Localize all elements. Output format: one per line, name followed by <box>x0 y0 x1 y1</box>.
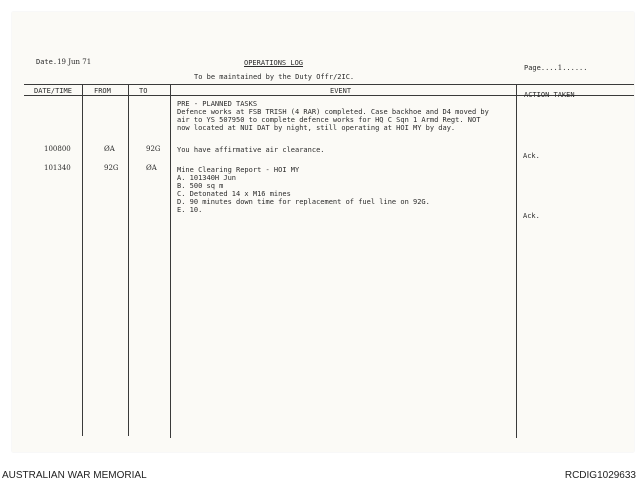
footer-source: AUSTRALIAN WAR MEMORIAL <box>2 470 147 481</box>
table-top-rule <box>24 84 634 85</box>
entry-action: Ack. <box>523 152 540 160</box>
entry-from: ØA <box>104 145 115 153</box>
column-header-datetime: DATE/TIME <box>34 87 72 95</box>
entry-event-line: B. 500 sq m <box>177 182 224 190</box>
log-subtitle: To be maintained by the Duty Offr/2IC. <box>194 73 355 81</box>
column-header-to: TO <box>139 87 148 95</box>
entry-to: 92G <box>146 145 161 153</box>
log-title: OPERATIONS LOG <box>244 59 304 67</box>
entry-event-line: E. 10. <box>177 206 203 214</box>
pre-planned-heading: PRE - PLANNED TASKS <box>177 100 258 108</box>
column-divider <box>128 84 129 436</box>
column-header-event: EVENT <box>330 87 352 95</box>
column-header-from: FROM <box>94 87 111 95</box>
pre-planned-line: Defence works at FSB TRISH (4 RAR) completed. Case backhoe and D4 moved by <box>177 108 489 116</box>
entry-time: 101340 <box>44 164 71 172</box>
page-label: Page....1...... <box>524 64 588 72</box>
entry-event-line: Mine Clearing Report - HOI MY <box>177 166 300 174</box>
date-label: Date.19 Jun 71 <box>36 58 92 66</box>
pre-planned-line: air to YS 507950 to complete defence works for HQ C Sqn 1 Armd Regt. NOT <box>177 116 481 124</box>
entry-event-line: C. Detonated 14 x M16 mines <box>177 190 291 198</box>
footer-id: RCDIG1029633 <box>564 470 636 481</box>
pre-planned-line: now located at NUI DAT by night, still operating at HOI MY by day. <box>177 124 456 132</box>
column-divider <box>82 84 83 436</box>
entry-to: ØA <box>146 164 157 172</box>
date-value: 19 Jun 71 <box>57 58 92 66</box>
column-divider <box>516 84 517 438</box>
page-number: 1 <box>557 64 563 72</box>
entry-time: 100800 <box>44 145 71 153</box>
column-divider <box>170 84 171 438</box>
entry-action: Ack. <box>523 212 540 220</box>
entry-event-line: You have affirmative air clearance. <box>177 146 325 154</box>
column-header-action: ACTION TAKEN <box>524 91 575 99</box>
entry-event-line: A. 101340H Jun <box>177 174 237 182</box>
entry-event-line: D. 90 minutes down time for replacement of fuel line on 92G. <box>177 198 430 206</box>
entry-from: 92G <box>104 164 119 172</box>
